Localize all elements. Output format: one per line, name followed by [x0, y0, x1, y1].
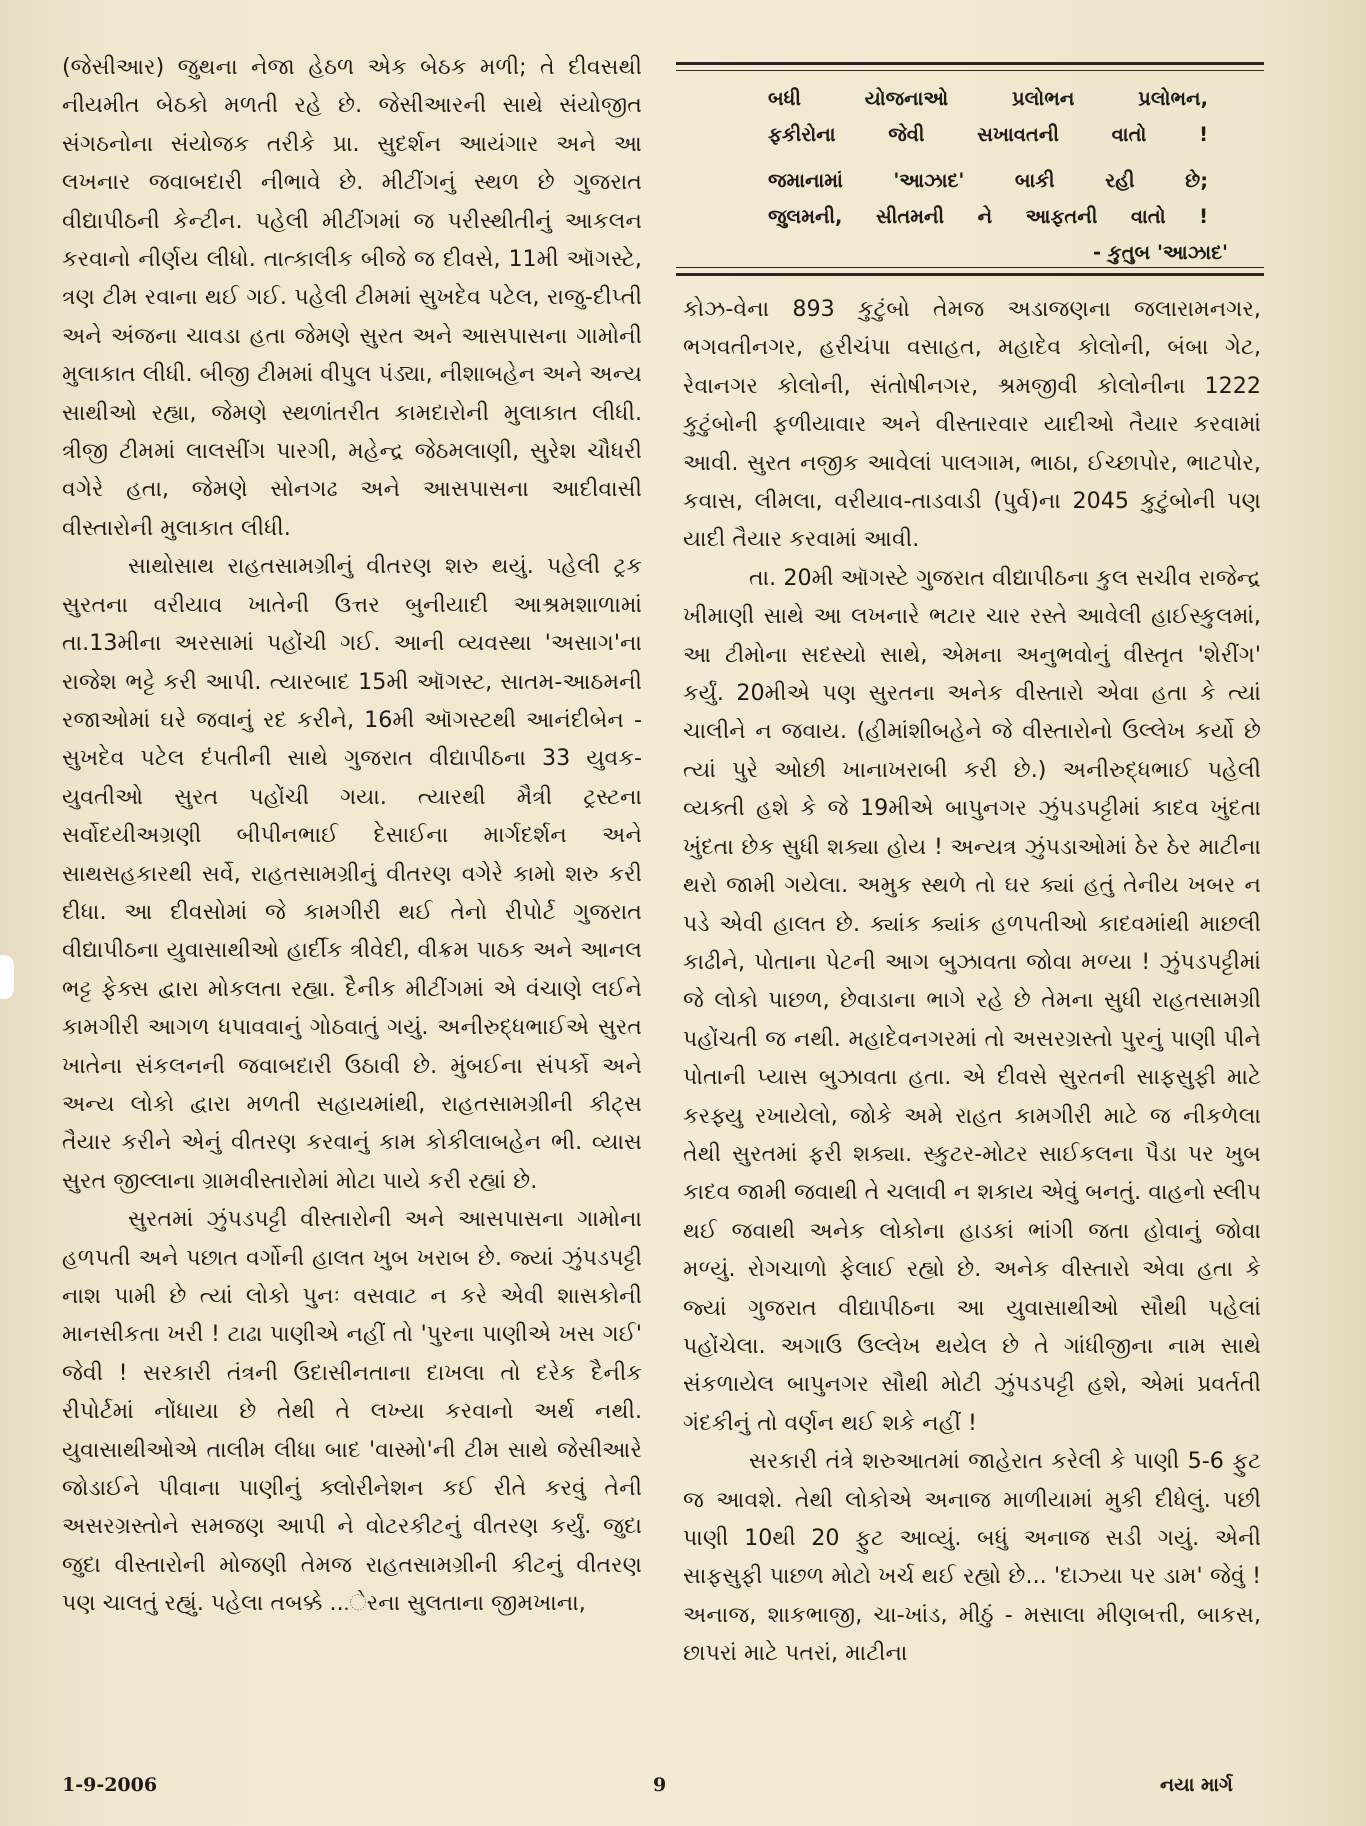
- poem-line-2: ફકીરોના જેવી સખાવતની વાતો !: [768, 123, 1208, 146]
- punch-hole: [0, 955, 14, 999]
- page-number: 9: [653, 1774, 667, 1796]
- poem-line-1: બધી યોજનાઓ પ્રલોભન પ્રલોભન,: [768, 87, 1208, 110]
- right-paragraph-1: કોઝ-વેના 893 કુટુંબો તેમજ અડાજણના જલારામનગર, ભગવતીનગર, હરીચંપા વસાહત, મહાદેવ કોલોની, બંબા ગેટ, રેવાનગર કોલોની, સંતોષીનગર, શ્રમજીવી કોલોનીના 1222 કુટુંબોની ફળીયાવાર અને વીસ્તારવાર યાદીઓ તૈયાર કરવામાં આવી. સુરત નજીક આવેલાં પાલગામ, ભાઠા, ઈચ્છાપોર, ભાટપોર, કવાસ, લીમલા, વરીયાવ-તાડવાડી (પુર્વ)ના 2045 કુટુંબોની પણ યાદી તૈયાર કરવામાં આવી.: [683, 296, 1261, 553]
- poem-line-4: જુલમની, સીતમની ને આફતની વાતો !: [768, 205, 1208, 228]
- poem: [768, 81, 1228, 271]
- page-footer: [0, 1770, 1366, 1806]
- magazine-name: નયા માર્ગ: [1160, 1774, 1233, 1796]
- left-paragraph-2: સાથોસાથ રાહતસામગ્રીનું વીતરણ શરુ થયું. પહેલી ટ્રક સુરતના વરીયાવ ખાતેની ઉત્તર બુનીયાદી આશ્રમશાળામાં તા.13મીના અરસામાં પહોંચી ગઈ. આની વ્યવસ્થા 'અસાગ'ના રાજેશ ભટ્ટે કરી આપી. ત્યારબાદ 15મી ઑગસ્ટ, સાતમ-આઠમની રજાઓમાં ઘરે જવાનું રદ કરીને, 16મી ઑગસ્ટથી આનંદીબેન - સુખદેવ પટેલ દંપતીની સાથે ગુજરાત વીદ્યાપીઠના 33 યુવક-યુવતીઓ સુરત પહોંચી ગયા. ત્યારથી મૈત્રી ટ્રસ્ટના સર્વોદયીઅગ્રણી બીપીનભાઈ દેસાઈના માર્ગદર્શન અને સાથસહકારથી સર્વે, રાહતસામગ્રીનું વીતરણ વગેરે કામો શરુ કરી દીધા. આ દીવસોમાં જે કામગીરી થઈ તેનો રીપોર્ટ ગુજરાત વીદ્યાપીઠના યુવાસાથીઓ હાર્દીક ત્રીવેદી, વીક્રમ પાઠક અને આનલ ભટ્ટ ફેક્સ દ્વારા મોકલતા રહ્યા. દૈનીક મીટીંગમાં એ વંચાણે લઈને કામગીરી આગળ ધપાવવાનું ગોઠવાતું ગયું. અનીરુદ્ધભાઈએ સુરત ખાતેના સંકલનની જવાબદારી ઉઠાવી છે. મુંબઈના સંપર્કો અને અન્ય લોકો દ્વારા મળતી સહાયમાંથી, રાહતસામગ્રીની કીટ્સ તૈયાર કરીને એનું વીતરણ કરવાનું કામ કોકીલાબહેન ભી. વ્યાસ સુરત જીલ્લાના ગ્રામવીસ્તારોમાં મોટા પાયે કરી રહ્યાં છે.: [62, 553, 642, 1194]
- poem-attribution: - કુતુબ 'આઝાદ': [1092, 241, 1228, 264]
- right-paragraph-2: તા. 20મી ઑગસ્ટે ગુજરાત વીદ્યાપીઠના કુલ સચીવ રાજેન્દ્ર ખીમાણી સાથે આ લખનારે ભટાર ચાર રસ્તે આવેલી હાઈસ્કુલમાં, આ ટીમોના સદસ્યો સાથે, એમના અનુભવોનું વીસ્તૃત 'શેરીંગ' કર્યું. 20મીએ પણ સુરતના અનેક વીસ્તારો એવા હતા કે ત્યાં ચાલીને ન જવાય. (હીમાંશીબહેને જે વીસ્તારોનો ઉલ્લેખ કર્યો છે ત્યાં પુરે ઓછી ખાનાખરાબી કરી છે.) અનીરુદ્ધભાઈ પહેલી વ્યક્તી હશે કે જે 19મીએ બાપુનગર ઝુંપડપટ્ટીમાં કાદવ ખુંદતા ખુંદતા છેક સુધી શક્યા હોય ! અન્યત્ર ઝુંપડાઓમાં ઠેર ઠેર માટીના થરો જામી ગયેલા. અમુક સ્થળે તો ઘર ક્યાં હતું તેનીય ખબર ન પડે એવી હાલત છે. ક્યાંક ક્યાંક હળપતીઓ કાદવમાંથી માછલી કાઢીને, પોતાના પેટની આગ બુઝાવતા જોવા મળ્યા ! ઝુંપડપટ્ટીમાં જે લોકો પાછળ, છેવાડાના ભાગે રહે છે તેમના સુધી રાહતસામગ્રી પહોંચતી જ નથી. મહાદેવનગરમાં તો અસરગ્રસ્તો પુરનું પાણી પીને પોતાની પ્યાસ બુઝાવતા હતા. એ દીવસે સુરતની સાફસુફી માટે કરફ્યુ રખાયેલો, જોકે અમે રાહત કામગીરી માટે જ નીકળેલા તેથી સુરતમાં ફરી શક્યા. સ્કુટર-મોટર સાઈકલના પૈડા પર ખુબ કાદવ જામી જવાથી તે ચલાવી ન શકાય એવું બનતું. વાહનો સ્લીપ થઈ જવાથી અનેક લોકોના હાડકાં ભાંગી જતા હોવાનું જોવા મળ્યું. રોગચાળો ફેલાઈ રહ્યો છે. અનેક વીસ્તારો એવા હતા કે જ્યાં ગુજરાત વીદ્યાપીઠના આ યુવાસાથીઓ સૌથી પહેલાં પહોંચેલા. અગાઉ ઉલ્લેખ થયેલ છે તે ગાંધીજીના નામ સાથે સંકળાયેલ બાપુનગર સૌથી મોટી ઝુંપડપટ્ટી હશે, એમાં પ્રવર્તતી ગંદકીનું તો વર્ણન થઈ શકે નહીં !: [683, 564, 1261, 1436]
- left-column: [62, 48, 642, 1623]
- left-paragraph-3: સુરતમાં ઝુંપડપટ્ટી વીસ્તારોની અને આસપાસના ગામોના હળપતી અને પછાત વર્ગોની હાલત ખુબ ખરાબ છે. જ્યાં ઝુંપડપટ્ટી નાશ પામી છે ત્યાં લોકો પુનઃ વસવાટ ન કરે એવી શાસકોની માનસીકતા ખરી ! ટાઢા પાણીએ નહીં તો 'પુરના પાણીએ ખસ ગઈ' જેવી ! સરકારી તંત્રની ઉદાસીનતાના દાખલા તો દરેક દૈનીક રીપોર્ટમાં નોંધાયા છે તેથી તે લખ્યા કરવાનો અર્થ નથી. યુવાસાથીઓએ તાલીમ લીધા બાદ 'વાસ્મો'ની ટીમ સાથે જેસીઆરે જોડાઈને પીવાના પાણીનું ક્લોરીનેશન કઈ રીતે કરવું તેની અસરગ્રસ્તોને સમજણ આપી ને વોટરકીટનું વીતરણ કર્યું. જુદા જુદા વીસ્તારોની મોજણી તેમજ રાહતસામગ્રીની કીટનું વીતરણ પણ ચાલતું રહ્યું. પહેલા તબક્કે ...ેરના સુલતાના જીમખાના,: [62, 1206, 642, 1617]
- right-paragraph-3: સરકારી તંત્રે શરુઆતમાં જાહેરાત કરેલી કે પાણી 5-6 ફુટ જ આવશે. તેથી લોકોએ અનાજ માળીયામાં મુકી દીધેલું. પછી પાણી 10થી 20 ફુટ આવ્યું. બધું અનાજ સડી ગયું. એની સાફસુફી પાછળ મોટો ખર્ચ થઈ રહ્યો છે... 'દાઝ્યા પર ડામ' જેવું ! અનાજ, શાકભાજી, ચા-ખાંડ, મીઠું - મસાલા મીણબત્તી, બાકસ, છાપરાં માટે પતરાં, માટીના: [683, 1448, 1261, 1667]
- right-column: [683, 290, 1261, 1673]
- poem-box: [676, 62, 1264, 276]
- left-paragraph-1: (જેસીઆર) જુથના નેજા હેઠળ એક બેઠક મળી; તે દીવસથી નીયમીત બેઠકો મળતી રહે છે. જેસીઆરની સાથે સંયોજીત સંગઠનોના સંયોજક તરીકે પ્રા. સુદર્શન આયંગાર અને આ લખનાર જવાબદારી નીભાવે છે. મીટીંગનું સ્થળ છે ગુજરાત વીદ્યાપીઠની કેન્ટીન. પહેલી મીટીંગમાં જ પરીસ્થીતીનું આકલન કરવાનો નીર્ણય લીધો. તાત્કાલીક બીજે જ દીવસે, 11મી ઑગસ્ટે, ત્રણ ટીમ રવાના થઈ ગઈ. પહેલી ટીમમાં સુખદેવ પટેલ, રાજુ-દીપ્તી અને અંજના ચાવડા હતા જેમણે સુરત અને આસપાસના ગામોની મુલાકાત લીધી. બીજી ટીમમાં વીપુલ પંડ્યા, નીશાબહેન અને અન્ય સાથીઓ રહ્યા, જેમણે સ્થળાંતરીત કામદારોની મુલાકાત લીધી. ત્રીજી ટીમમાં લાલસીંગ પારગી, મહેન્દ્ર જેઠમલાણી, સુરેશ ચૌધરી વગેરે હતા, જેમણે સોનગઢ અને આસપાસના આદીવાસી વીસ્તારોની મુલાકાત લીધી.: [62, 54, 642, 541]
- issue-date: 1-9-2006: [62, 1774, 158, 1796]
- poem-line-3: જમાનામાં 'આઝાદ' બાકી રહી છે;: [768, 169, 1208, 192]
